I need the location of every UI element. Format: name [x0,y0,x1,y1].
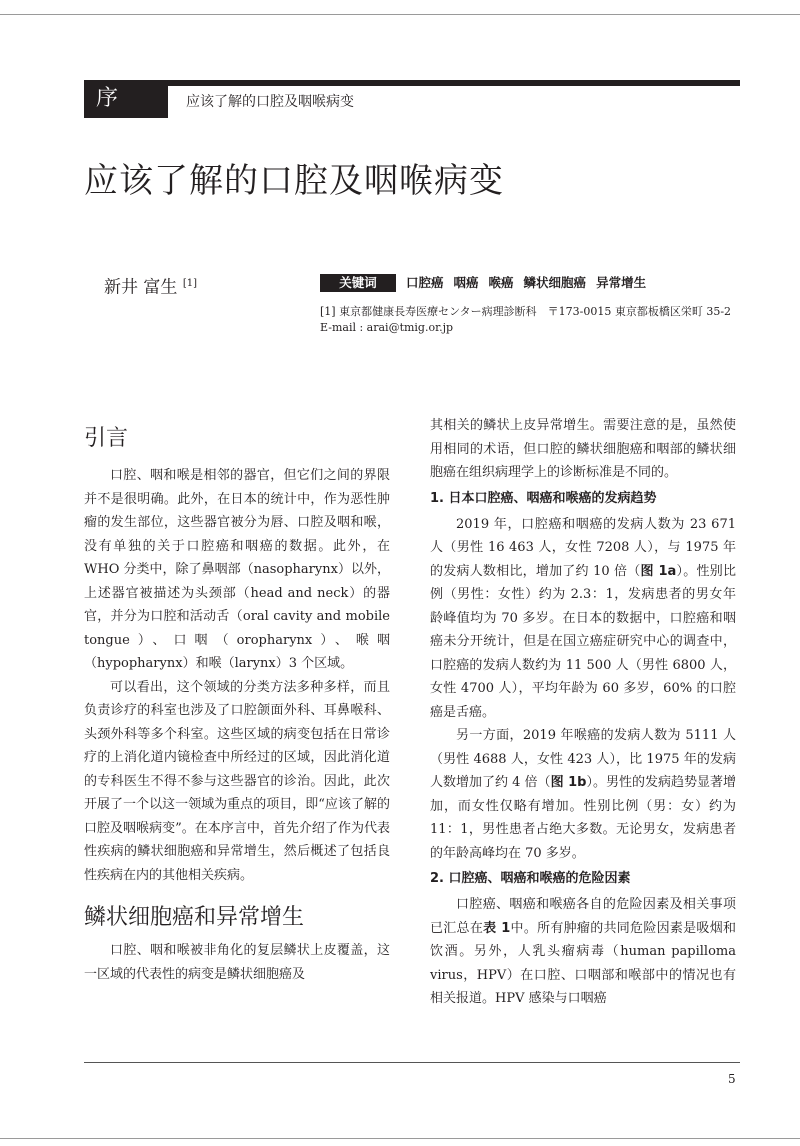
footer-rule [84,1062,740,1063]
keyword-row [320,274,656,292]
section-header [84,80,740,118]
keyword-item: 鳞状细胞癌 [523,275,587,290]
trend-paragraph-2 [430,724,736,865]
page-number: 5 [728,1072,736,1086]
subsection-heading-2: 2. 口腔癌、咽癌和喉癌的危险因素 [430,871,631,886]
intro-paragraph-2: 可以看出，这个领域的分类方法多种多样，而且负责诊疗的科室也涉及了口腔颌面外科、耳鼻喉科、头颈外科等多个科室。这些区域的病变包括在日常诊疗的上消化道内镜检查中所经过的区域，因此消化道的专科医生不得不参与这些器官的诊治。因此，此次开展了一个以这一领域为重点的项目，即“应该了解的口腔及咽喉病变”。在本序言中，首先介绍了作为代表性疾病的鳞状细胞癌和异常增生，然后概述了包括良性疾病在内的其他相关疾病。 [84,679,390,883]
header-rule [84,80,740,86]
keyword-item: 咽癌 [453,275,479,290]
author [104,272,197,300]
risk-paragraph [430,893,736,1011]
text-span: 中。所有肿瘤的共同危险因素是吸烟和饮酒。另外，人乳头瘤病毒（human papilloma virus，HPV）在口腔、口咽部和喉部中的情况也有相关报道。HPV 感染与口咽癌 [430,920,736,1006]
section-subtitle: 应该了解的口腔及咽喉病变 [186,94,354,110]
crop-mark-top [0,14,800,15]
trend-paragraph-1 [430,513,736,725]
intro-paragraph-1: 口腔、咽和喉是相邻的器官，但它们之间的界限并不是很明确。此外，在日本的统计中，作为恶性肿瘤的发生部位，这些器官被分为唇、口腔及咽和喉，没有单独的关于口腔癌和咽癌的数据。此外，在 WHO 分类中，除了鼻咽部（nasopharynx）以外，上述器官被描述为头颈部（head and neck）的器官，并分为口腔和活动舌（oral cavity and mobile tongue）、口咽（oropharynx）、喉咽（hypopharynx）和喉（larynx）3 个区域。 [84,468,390,671]
page-title: 应该了解的口腔及咽喉病变 [84,160,504,201]
author-ref: [1] [182,278,197,289]
section-label: 序 [84,80,168,118]
keyword-item: 异常增生 [596,275,647,290]
figure-1a-ref[interactable]: 图 1a [640,563,677,579]
table-1-ref[interactable]: 表 1 [483,920,511,936]
keyword-item: 口腔癌 [406,275,444,290]
text-span: ）。性别比例（男性：女性）约为 2.3：1，发病患者的男女年龄峰值均为 70 多岁。在日本的数据中，口腔癌和咽癌未分开统计，但是在国立癌症研究中心的调查中，口腔癌的发病人数约为 11 500 人（男性 6800 人，女性 4700 人），平均年龄为 60 多岁，60% 的口腔癌是舌癌。 [430,563,736,720]
left-column [84,414,390,986]
continued-paragraph: 其相关的鳞状上皮异常增生。需要注意的是，虽然使用相同的术语，但口腔的鳞状细胞癌和咽部的鳞状细胞癌在组织病理学上的诊断标准是不同的。 [430,418,736,480]
author-name: 新井 富生 [104,277,178,298]
keyword-label: 关键词 [320,274,396,292]
keyword-item: 喉癌 [488,275,514,290]
figure-1b-ref[interactable]: 图 1b [550,775,587,790]
right-column [430,414,736,1011]
text-span: 口腔癌、咽癌和喉癌各自的危险因素及相关事项已汇总在 [430,897,736,936]
intro-heading: 引言 [84,426,129,451]
text-span: 2019 年，口腔癌和咽癌的发病人数为 23 671 人（男性 16 463 人，女性 7208 人），与 1975 年的发病人数相比，增加了约 10 倍（ [430,516,736,579]
text-span: 另一方面，2019 年喉癌的发病人数为 5111 人（男性 4688 人，女性 423 人），比 1975 年的发病人数增加了约 4 倍（ [430,728,736,790]
affiliation: [1] 東京都健康長寿医療センター病理診断科 〒173-0015 東京都板橋区栄町 35-2 E-mail : arai@tmig.or.jp [320,305,743,334]
scc-heading: 鳞状细胞癌和异常增生 [84,905,305,930]
text-span: ）。男性的发病趋势显著增加，而女性仅略有增加。性别比例（男：女）约为 11：1，男性患者占绝大多数。无论男女，发病患者的年龄高峰均在 70 多岁。 [430,775,736,861]
subsection-heading-1: 1. 日本口腔癌、咽癌和喉癌的发病趋势 [430,490,657,506]
scc-paragraph-1: 口腔、咽和喉被非角化的复层鳞状上皮覆盖，这一区域的代表性的病变是鳞状细胞癌及 [84,943,390,982]
crop-mark-bottom [0,1138,800,1139]
